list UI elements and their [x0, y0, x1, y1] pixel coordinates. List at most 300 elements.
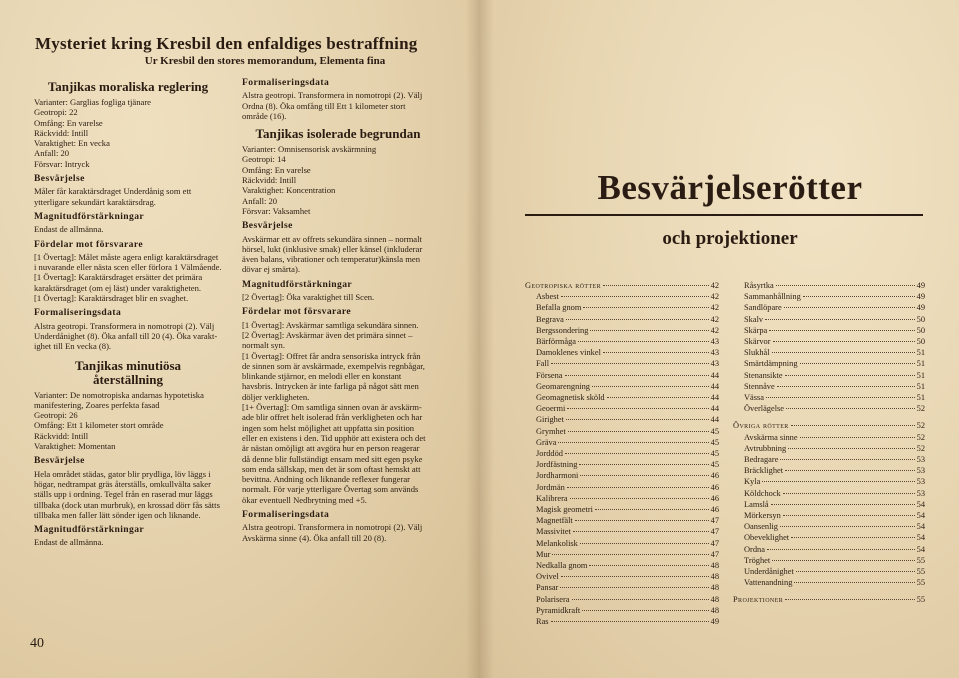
text-line: Varaktighet: Koncentration: [242, 185, 336, 196]
toc-entry-title: Damoklenes vinkel: [536, 348, 601, 358]
toc-entry[interactable]: [525, 325, 719, 336]
magnitude-text: Endast de allmänna.: [34, 537, 104, 548]
toc-page-number: 53: [916, 488, 925, 498]
toc-leader-dots: [776, 285, 915, 286]
toc-entry[interactable]: [525, 414, 719, 425]
toc-entry-title: Begrava: [536, 314, 564, 324]
chapter-title: Besvärjelserötter: [597, 168, 863, 207]
text-line: Försvar: Vaksamhet: [242, 205, 311, 216]
toc-page-number: 53: [916, 466, 925, 476]
toc-entry-title: Försena: [536, 370, 563, 380]
text-line: [1 Övertag]: Offret får andra sensoriska intryck från: [242, 350, 421, 361]
toc-page-number: 51: [916, 393, 925, 403]
section-heading: Fördelar mot försvarare: [242, 306, 352, 318]
toc-page-number: 45: [710, 460, 719, 470]
toc-entry-title: Kyla: [744, 477, 761, 487]
section-heading: Besvärjelse: [34, 173, 85, 185]
toc-page-number: 54: [916, 533, 925, 543]
toc-entry[interactable]: [525, 347, 719, 358]
toc-leader-dots: [785, 470, 915, 471]
section-heading: Formaliseringsdata: [34, 307, 122, 319]
advantages-text: [34, 252, 222, 303]
spell-title-line: Tanjikas minutiösa: [74, 357, 182, 373]
toc-page-number: 43: [710, 359, 719, 369]
table-of-contents-left: [525, 280, 719, 627]
toc-leader-dots: [800, 363, 915, 364]
toc-entry-title: Jordfästning: [536, 460, 578, 470]
toc-page-number: 46: [710, 505, 719, 515]
text-line: Varianter: Omnisensorisk avskärmning: [242, 144, 377, 155]
toc-entry[interactable]: [733, 488, 925, 499]
toc-entry[interactable]: [733, 347, 925, 358]
toc-entry[interactable]: [525, 336, 719, 347]
magnitude-text: [2 Övertag]: Öka varaktighet till Scen.: [242, 292, 375, 303]
toc-page-number: 48: [710, 572, 719, 582]
toc-leader-dots: [578, 341, 709, 342]
toc-entry[interactable]: [525, 381, 719, 392]
text-line: i nuvarande eller nästa scen eller förlora 1 Välmående.: [34, 262, 222, 273]
toc-page-number: 45: [710, 437, 719, 447]
text-line: dövar ej smärta).: [242, 264, 300, 275]
chapter-subtitle: och projektioner: [662, 228, 798, 249]
page-title: Mysteriet kring Kresbil den enfaldiges bestraffning: [35, 34, 418, 53]
toc-entry-title: Magnetfält: [536, 516, 573, 526]
toc-entry-title: Jordmän: [536, 482, 565, 492]
toc-entry[interactable]: [733, 566, 925, 577]
toc-leader-dots: [772, 352, 915, 353]
toc-entry-title: Avskärma sinne: [744, 432, 798, 442]
text-line: Räckvidd: Intill: [34, 127, 89, 138]
toc-entry-title: Råsyrtka: [744, 281, 774, 290]
text-line: Avskärma sinne (4). Öka anfall till 20 (8).: [242, 532, 387, 543]
toc-entry-title: Bedragare: [744, 455, 779, 465]
toc-entry-title: Jorddöd: [536, 449, 563, 459]
toc-entry[interactable]: [525, 448, 719, 459]
toc-page-number: 54: [916, 522, 925, 532]
toc-entry[interactable]: [733, 280, 925, 291]
text-line: de sinnen som är avskärmade, exempelvis regnbågar,: [242, 360, 425, 371]
toc-entry[interactable]: [525, 504, 719, 515]
text-line: normalt. För varje ytterligare Övertag som används: [242, 484, 419, 495]
formalization-text: [242, 522, 434, 543]
toc-page-number: 44: [710, 393, 719, 403]
toc-page-number: 49: [916, 303, 925, 313]
toc-entry-title: Obeveklighet: [744, 533, 790, 543]
toc-entry-title: Ordna: [744, 544, 765, 554]
toc-entry-title: Mur: [536, 549, 551, 559]
toc-leader-dots: [786, 408, 915, 409]
toc-page-number: 50: [916, 337, 925, 347]
toc-entry-title: Befalla gnom: [536, 303, 582, 313]
toc-page-number: 51: [916, 359, 925, 369]
toc-leader-dots: [772, 560, 914, 561]
toc-page-number: 48: [710, 594, 719, 604]
text-line: Hela området städas, gator blir prydliga, löv läggs i: [34, 468, 211, 479]
toc-page-number: 48: [710, 583, 719, 593]
toc-page-number: 50: [916, 325, 925, 335]
text-line: manifestering, Zoares perfekta fasad: [34, 399, 160, 410]
toc-leader-dots: [794, 582, 914, 583]
text-line: Anfall: 20: [242, 195, 278, 206]
page-number: 40: [30, 636, 44, 651]
toc-leader-dots: [580, 543, 709, 544]
text-line: ighet till En vecka (8).: [34, 341, 112, 352]
toc-entry-title: Köldchock: [744, 488, 781, 498]
text-line: Geotropi: 26: [34, 410, 78, 421]
text-line: Omfång: En varelse: [34, 117, 103, 128]
toc-entry[interactable]: [525, 392, 719, 403]
toc-section-entry[interactable]: [525, 280, 719, 291]
toc-page-number: 54: [916, 511, 925, 521]
toc-entry[interactable]: [525, 370, 719, 381]
toc-entry[interactable]: [525, 459, 719, 470]
spell-title: Tanjikas isolerade begrundan: [255, 126, 421, 142]
toc-entry-title: Vässa: [744, 393, 765, 403]
toc-leader-dots: [580, 475, 708, 476]
toc-entry-title: Sandlöpare: [744, 303, 782, 313]
toc-leader-dots: [583, 307, 708, 308]
toc-page-number: 47: [710, 538, 719, 548]
text-line: Räckvidd: Intill: [34, 430, 89, 441]
toc-page-number: 44: [710, 404, 719, 414]
toc-page-number: 42: [710, 292, 719, 302]
toc-entry-title: Grymhet: [536, 426, 566, 436]
toc-page-number: 43: [710, 337, 719, 347]
toc-leader-dots: [595, 509, 709, 510]
toc-section-entry[interactable]: [733, 594, 925, 605]
toc-entry-title: Kalibrera: [536, 493, 568, 503]
title-divider: [525, 214, 923, 216]
text-line: ökar eventuell Nedbrytning med +5.: [242, 494, 367, 505]
toc-entry[interactable]: [525, 482, 719, 493]
section-heading: Magnitudförstärkningar: [34, 524, 145, 536]
toc-page-number: 54: [916, 544, 925, 554]
toc-entry-title: Lamslå: [744, 499, 769, 509]
toc-section-entry[interactable]: [733, 420, 925, 431]
toc-entry-title: Oansenlig: [744, 522, 778, 532]
toc-entry[interactable]: [733, 403, 925, 414]
toc-entry[interactable]: [733, 555, 925, 566]
toc-leader-dots: [796, 571, 915, 572]
text-line: Underdånighet (8). Öka anfall till 20 (4). Öka varakt-: [34, 330, 218, 341]
toc-leader-dots: [551, 621, 709, 622]
toc-page-number: 51: [916, 381, 925, 391]
toc-page-number: 50: [916, 314, 925, 324]
toc-entry[interactable]: [733, 432, 925, 443]
toc-entry-title: Skalv: [744, 314, 764, 324]
toc-leader-dots: [785, 375, 915, 376]
text-line: område (16).: [242, 110, 287, 121]
toc-entry-title: Ovivel: [536, 572, 559, 582]
toc-leader-dots: [777, 386, 915, 387]
toc-leader-dots: [780, 459, 914, 460]
toc-page-number: 52: [916, 432, 925, 442]
spell-title: [34, 359, 222, 387]
toc-page-number: 44: [710, 415, 719, 425]
text-line: blinkande stjärnor, en melodi eller en konstant: [242, 371, 402, 382]
section-heading: Fördelar mot försvarare: [34, 238, 144, 250]
toc-page-number: 42: [710, 314, 719, 324]
toc-page-number: 45: [710, 426, 719, 436]
text-line: Omfång: En varelse: [242, 164, 311, 175]
text-line: eller en existens i den. Tid upphör att existera och det: [242, 432, 426, 443]
toc-entry-title: Fall: [536, 359, 550, 369]
text-line: Ordna (8). Öka omfång till Ett 1 kilometer stort: [242, 100, 406, 111]
toc-page-number: 49: [916, 292, 925, 302]
toc-leader-dots: [783, 515, 915, 516]
toc-entry-title: Bräcklighet: [744, 466, 784, 476]
toc-page-number: 55: [916, 595, 925, 605]
toc-entry[interactable]: [733, 443, 925, 454]
toc-leader-dots: [566, 419, 709, 420]
text-line: Geotropi: 14: [242, 154, 286, 165]
toc-entry[interactable]: [525, 403, 719, 414]
toc-page-number: 52: [916, 443, 925, 453]
toc-entry[interactable]: [525, 605, 719, 616]
toc-leader-dots: [784, 307, 915, 308]
text-line: Varianter: De nomotropiska andarnas hypotetiska: [34, 389, 204, 400]
toc-leader-dots: [603, 285, 709, 286]
toc-entry[interactable]: [525, 549, 719, 560]
toc-entry-title: Stennåve: [744, 381, 775, 391]
toc-entry[interactable]: [525, 470, 719, 481]
toc-entry[interactable]: [733, 336, 925, 347]
toc-entry[interactable]: [525, 526, 719, 537]
toc-entry[interactable]: [733, 577, 925, 588]
toc-page-number: 51: [916, 348, 925, 358]
text-line: ställs upp i ordning. Tegel från en raserad mur läggs: [34, 489, 213, 500]
text-line: Varaktighet: En vecka: [34, 138, 110, 149]
toc-entry[interactable]: [733, 370, 925, 381]
toc-entry[interactable]: [525, 594, 719, 605]
toc-leader-dots: [567, 408, 708, 409]
text-line: Varianter: Garglias fogliga tjänare: [34, 97, 152, 107]
text-line: är nästan omöjligt att avgöra hur en person reagerar: [242, 443, 420, 454]
toc-entry-title: Smärtdämpning: [744, 359, 798, 369]
toc-entry[interactable]: [525, 515, 719, 526]
text-line: [2 Övertag]: Avskärmar även det primära sinnet –: [242, 329, 413, 340]
toc-entry[interactable]: [733, 302, 925, 313]
toc-leader-dots: [773, 341, 915, 342]
toc-page-number: 42: [710, 325, 719, 335]
toc-page-number: 44: [710, 381, 719, 391]
toc-entry[interactable]: [525, 571, 719, 582]
toc-entry[interactable]: [733, 532, 925, 543]
toc-entry[interactable]: [733, 392, 925, 403]
toc-leader-dots: [767, 549, 915, 550]
toc-entry-title: Sammanhållning: [744, 292, 801, 302]
toc-page-number: 47: [710, 549, 719, 559]
toc-leader-dots: [592, 386, 709, 387]
toc-leader-dots: [551, 363, 709, 364]
toc-leader-dots: [590, 330, 708, 331]
toc-leader-dots: [603, 352, 709, 353]
toc-page-number: 46: [710, 482, 719, 492]
toc-page-number: 53: [916, 477, 925, 487]
toc-entry-title: Asbest: [536, 292, 559, 302]
toc-entry[interactable]: [733, 465, 925, 476]
column-2: [242, 76, 434, 543]
toc-entry-title: Gräva: [536, 437, 557, 447]
text-line: bevittna. Andning och liknande reflexer fungerar: [242, 474, 410, 485]
spell-description: [34, 186, 222, 207]
toc-leader-dots: [566, 319, 709, 320]
text-line: ade blir offret helt isolerad från verkligheten och har: [242, 412, 423, 423]
toc-page-number: 42: [710, 281, 719, 290]
toc-leader-dots: [766, 397, 915, 398]
toc-entry[interactable]: [525, 437, 719, 448]
toc-page-number: 43: [710, 348, 719, 358]
text-line: Alstra geotropi. Transformera in nomotropi (2). Välj: [242, 90, 423, 101]
toc-entry[interactable]: [525, 493, 719, 504]
toc-page-number: 52: [916, 421, 925, 431]
text-line: Geotropi: 22: [34, 107, 78, 118]
text-line: Omfång: Ett 1 kilometer stort område: [34, 420, 164, 431]
toc-leader-dots: [568, 431, 709, 432]
toc-entry[interactable]: [525, 426, 719, 437]
text-line: högar, nedtrampat gräs återställs, omkullvälta saker: [34, 478, 211, 489]
toc-entry-title: Pansar: [536, 583, 559, 593]
toc-entry[interactable]: [525, 616, 719, 627]
section-heading: Besvärjelse: [242, 220, 293, 232]
toc-leader-dots: [785, 599, 915, 600]
toc-page-number: 47: [710, 516, 719, 526]
toc-entry-title: Stenansikte: [744, 370, 783, 380]
toc-page-number: 46: [710, 493, 719, 503]
toc-leader-dots: [579, 464, 708, 465]
toc-entry[interactable]: [733, 291, 925, 302]
text-line: döljer verkligheten.: [242, 391, 310, 402]
toc-leader-dots: [552, 554, 708, 555]
toc-entry-title: Nedkalla gnom: [536, 561, 588, 571]
toc-leader-dots: [575, 520, 709, 521]
text-line: [1+ Övertag]: Om samtliga sinnen ovan är avskärm-: [242, 402, 422, 413]
spell-stats: [34, 390, 222, 452]
toc-entry[interactable]: [733, 358, 925, 369]
text-line: som enda sällskap, men det är som oftast hemskt att: [242, 463, 421, 474]
toc-entry-title: Ras: [536, 617, 549, 627]
toc-page-number: 49: [916, 281, 925, 290]
text-line: Alstra geotropi. Transformera in nomotropi (2). Välj: [34, 320, 215, 331]
toc-page-number: 44: [710, 370, 719, 380]
toc-leader-dots: [565, 375, 709, 376]
toc-page-number: 42: [710, 303, 719, 313]
toc-entry-title: Vattenandning: [744, 578, 793, 588]
text-line: tillbaka men faller lätt sönder igen och liknande.: [34, 509, 201, 520]
text-line: ytterligare sekundärt karaktärsdrag.: [34, 196, 156, 207]
toc-leader-dots: [582, 610, 708, 611]
toc-entry[interactable]: [525, 358, 719, 369]
toc-leader-dots: [803, 296, 915, 297]
table-of-contents-right: [733, 280, 925, 606]
toc-entry-title: Pyramidkraft: [536, 605, 581, 615]
toc-entry[interactable]: [733, 544, 925, 555]
formalization-text: [242, 90, 434, 121]
toc-entry[interactable]: [525, 560, 719, 571]
toc-entry[interactable]: [525, 302, 719, 313]
toc-entry-title: Geotropiska rötter: [525, 281, 602, 290]
spell-title: Tanjikas moraliska reglering: [47, 79, 209, 94]
toc-entry[interactable]: [733, 381, 925, 392]
toc-entry[interactable]: [733, 521, 925, 532]
toc-entry[interactable]: [525, 538, 719, 549]
toc-entry[interactable]: [525, 582, 719, 593]
text-line: ingen som helst möjlighet att uppfatta sin position: [242, 422, 415, 433]
toc-entry[interactable]: [733, 325, 925, 336]
toc-page-number: 48: [710, 561, 719, 571]
toc-entry-title: Skärvor: [744, 337, 771, 347]
toc-leader-dots: [565, 453, 709, 454]
text-line: Alstra geotropi. Transformera in nomotropi (2). Välj: [242, 522, 423, 533]
text-line: hörsel, lukt (inklusive smak) eller känsel (inkluderar: [242, 243, 423, 254]
text-line: karaktärsdraget (om ej läst) under varaktigheten.: [34, 282, 202, 293]
text-line: Måler får karaktärsdraget Underdånig som ett: [34, 186, 192, 197]
toc-entry[interactable]: [733, 499, 925, 510]
text-line: Räckvidd: Intill: [242, 175, 297, 186]
toc-entry-title: Mörkersyn: [744, 511, 781, 521]
text-line: Anfall: 20: [34, 148, 70, 159]
toc-entry-title: Jordharmoni: [536, 471, 579, 481]
magnitude-text: Endast de allmänna.: [34, 224, 104, 235]
toc-leader-dots: [558, 442, 708, 443]
spell-description: [242, 234, 434, 275]
toc-leader-dots: [567, 487, 709, 488]
toc-leader-dots: [769, 330, 914, 331]
toc-page-number: 55: [916, 578, 925, 588]
toc-entry[interactable]: [733, 476, 925, 487]
toc-entry-title: Bergssondering: [536, 325, 589, 335]
toc-leader-dots: [561, 576, 709, 577]
spell-stats: [242, 144, 434, 216]
toc-leader-dots: [788, 448, 914, 449]
toc-leader-dots: [573, 531, 709, 532]
toc-entry[interactable]: [733, 314, 925, 325]
toc-page-number: 45: [710, 449, 719, 459]
toc-entry[interactable]: [733, 454, 925, 465]
book-gutter: [466, 0, 494, 678]
toc-entry-title: Avtrubbning: [744, 443, 787, 453]
toc-entry-title: Övriga rötter: [733, 421, 789, 431]
section-heading: Besvärjelse: [34, 455, 85, 467]
toc-page-number: 48: [710, 605, 719, 615]
spell-title-line: återställning: [92, 371, 164, 387]
toc-entry-title: Geoermi: [536, 404, 566, 414]
section-heading: Formaliseringsdata: [242, 508, 330, 520]
text-line: Varaktighet: Momentan: [34, 441, 116, 452]
text-line: [1 Övertag]: Karaktärsdraget blir en svaghet.: [34, 293, 189, 304]
toc-entry[interactable]: [525, 314, 719, 325]
toc-leader-dots: [783, 493, 915, 494]
section-heading: Formaliseringsdata: [242, 77, 330, 88]
toc-entry-title: Bärförmåga: [536, 337, 576, 347]
text-line: tillbaka (dock utan murbruk), en krossad dörr fås sätts: [34, 499, 220, 510]
toc-entry-title: Girighet: [536, 415, 564, 425]
text-line: även balans, vibrationer och temperatur)känsla men: [242, 254, 421, 265]
toc-page-number: 51: [916, 370, 925, 380]
toc-entry-title: Polarisera: [536, 594, 570, 604]
text-line: Försvar: Intryck: [34, 158, 90, 169]
toc-page-number: 49: [710, 617, 719, 627]
toc-entry-title: Underdånighet: [744, 567, 794, 577]
text-line: normalt syn.: [242, 340, 285, 351]
toc-entry[interactable]: [525, 291, 719, 302]
toc-leader-dots: [765, 319, 915, 320]
toc-entry[interactable]: [733, 510, 925, 521]
toc-leader-dots: [589, 565, 708, 566]
text-line: då denne blir fullständigt ensam med sitt egen psyke: [242, 453, 423, 464]
toc-entry-title: Slukhål: [744, 348, 770, 358]
text-line: [1 Övertag]: Avskärmar samtliga sekundära sinnen.: [242, 319, 419, 330]
